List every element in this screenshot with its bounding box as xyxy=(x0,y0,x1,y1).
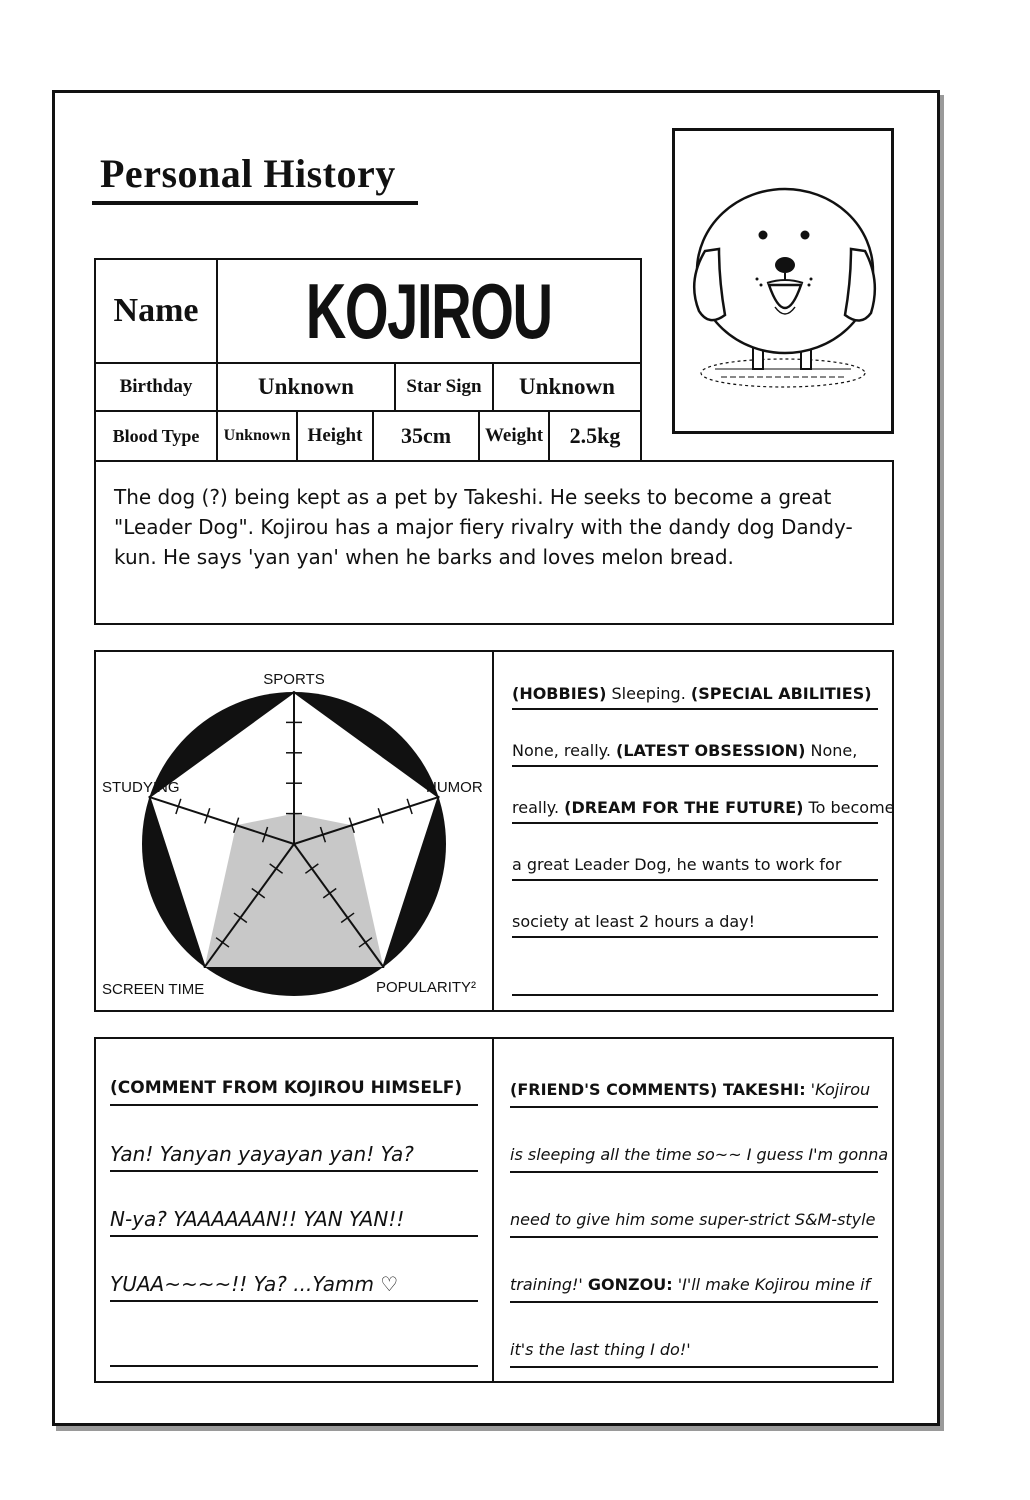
character-name xyxy=(216,258,642,364)
title-underline xyxy=(92,201,418,205)
radar-label-popularity-: POPULARITY² xyxy=(376,979,477,996)
radar-label-humor: HUMOR xyxy=(426,779,483,796)
abilities-heading: (SPECIAL ABILITIES) xyxy=(690,684,872,703)
radar-label-sports: SPORTS xyxy=(263,671,325,688)
self-comment-line-1: Yan! Yanyan yayayan yan! Ya? xyxy=(110,1142,478,1172)
friend-name-takeshi: TAKESHI: xyxy=(722,1080,806,1099)
details-line-3 xyxy=(512,798,895,824)
weight-value: 2.5kg xyxy=(548,410,642,462)
abilities-text: None, really. xyxy=(512,741,617,760)
stats-chart-box xyxy=(94,650,494,1012)
bloodtype-value: Unknown xyxy=(216,410,298,462)
obsession-text-2: really. xyxy=(512,798,565,817)
starsign-label: Star Sign xyxy=(394,362,494,412)
obsession-heading: (LATEST OBSESSION) xyxy=(616,741,806,760)
friend-name-gonzou: GONZOU: xyxy=(587,1275,673,1294)
radar-chart xyxy=(96,652,492,1010)
friend-comments-heading: (FRIEND'S COMMENTS) xyxy=(510,1080,723,1099)
hobbies-text: Sleeping. xyxy=(606,684,691,703)
takeshi-quote-end: training!' xyxy=(510,1275,588,1294)
dream-text: To become xyxy=(803,798,895,817)
obsession-text: None, xyxy=(805,741,858,760)
friend-comment-line-1 xyxy=(510,1080,878,1108)
page-title: Personal History xyxy=(100,151,396,196)
self-comment-line-2: N-ya? YAAAAAAN!! YAN YAN!! xyxy=(110,1207,478,1237)
character-description: The dog (?) being kept as a pet by Takeshi. He seeks to become a great "Leader Dog". Kojirou has a major fiery rivalry with the dandy dog Dandy-kun. He says 'yan yan' when he barks and loves melon bread. xyxy=(94,460,894,625)
radar-label-studying: STUDYING xyxy=(102,779,180,796)
birthday-label: Birthday xyxy=(94,362,218,412)
friend-comment-line-4 xyxy=(510,1275,878,1303)
details-line-1 xyxy=(512,684,878,710)
character-name-text: KOJIROU xyxy=(306,266,552,355)
character-portrait xyxy=(672,128,894,434)
details-line-6 xyxy=(512,970,878,996)
takeshi-quote-start: 'Kojirou xyxy=(805,1080,871,1099)
friend-comment-line-5: it's the last thing I do!' xyxy=(510,1340,878,1368)
friend-comment-line-3: need to give him some super-strict S&M-style xyxy=(510,1210,878,1238)
gonzou-quote-start: 'I'll make Kojirou mine if xyxy=(672,1275,871,1294)
details-line-2 xyxy=(512,741,878,767)
name-label: Name xyxy=(94,258,218,364)
details-line-4: a great Leader Dog, he wants to work for xyxy=(512,855,878,881)
bloodtype-label: Blood Type xyxy=(94,410,218,462)
radar-label-screen-time: SCREEN TIME xyxy=(102,981,205,998)
height-value: 35cm xyxy=(372,410,480,462)
birthday-value: Unknown xyxy=(216,362,396,412)
weight-label: Weight xyxy=(478,410,550,462)
self-comment-heading: (COMMENT FROM KOJIROU HIMSELF) xyxy=(110,1078,478,1106)
self-comment-line-3: YUAA~~~~!! Ya? ...Yamm ♡ xyxy=(110,1272,478,1302)
hobbies-heading: (HOBBIES) xyxy=(512,684,607,703)
details-line-5: society at least 2 hours a day! xyxy=(512,912,878,938)
self-comment-line-4 xyxy=(110,1337,478,1367)
starsign-value: Unknown xyxy=(492,362,642,412)
height-label: Height xyxy=(296,410,374,462)
dream-heading: (DREAM FOR THE FUTURE) xyxy=(564,798,804,817)
friend-comment-line-2: is sleeping all the time so~~ I guess I'm gonna xyxy=(510,1145,878,1173)
dog-illustration xyxy=(675,131,891,431)
